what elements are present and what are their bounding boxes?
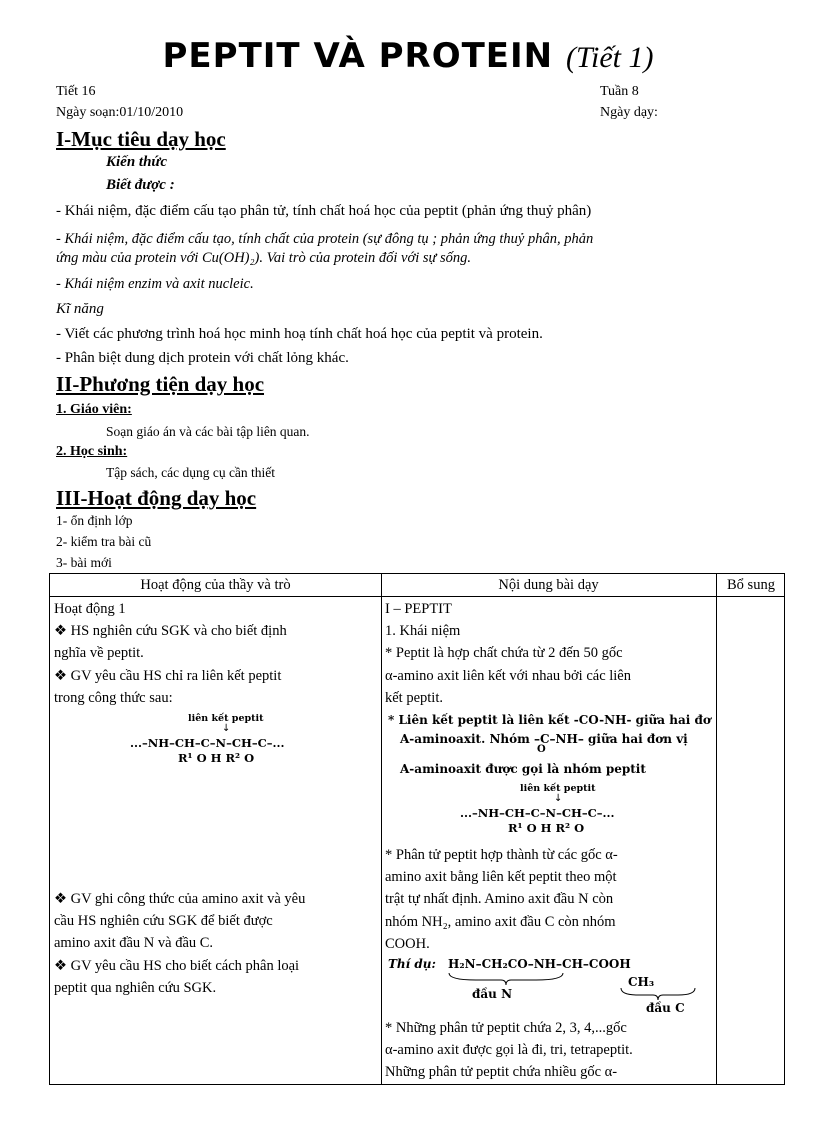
content-p1-l1: * Peptit là hợp chất chứa từ 2 đến 50 gốc <box>385 645 623 662</box>
mid-formula-chain: ...–NH–CH–C–N–CH–C–... <box>460 806 615 820</box>
lesson-number: Tiết 16 <box>56 84 96 99</box>
teacher-label: 1. Giáo viên: <box>56 402 132 417</box>
left-formula-subs: R¹ O H R² O <box>178 751 255 765</box>
section2-heading <box>56 372 264 397</box>
header-content: Nội dung bài dạy <box>498 577 599 593</box>
mid-formula-arrow-icon: ↓ <box>554 793 563 804</box>
activity-cell <box>54 598 378 709</box>
section2-heading-text: II-Phương tiện dạy học <box>56 372 265 396</box>
mid-formula-subs: R¹ O H R² O <box>508 821 585 835</box>
activity-b3-l3: amino axit đầu N và đầu C. <box>54 935 214 952</box>
activity-title: Hoạt động 1 <box>54 601 126 617</box>
activity-b4-l1: ❖ GV yêu cầu HS cho biết cách phân loại <box>54 957 300 974</box>
example-n-end: đầu N <box>472 987 513 1001</box>
know-label: Biết được : <box>106 177 175 193</box>
section3-heading: III-Hoạt động dạy học <box>56 486 257 510</box>
section1-heading: I-Mục tiêu dạy học <box>56 127 226 151</box>
student-label: 2. Học sinh: <box>56 444 128 459</box>
brace-c-icon <box>618 986 698 1002</box>
objective-line-4: - Khái niệm enzim và axit nucleic. <box>56 276 254 292</box>
example-c-end: đầu C <box>646 1001 685 1015</box>
content-cell-2 <box>385 844 713 955</box>
content-cell <box>385 598 713 709</box>
content-concept: 1. Khái niệm <box>385 623 461 640</box>
content-p2-l4: nhóm NH₂, amino axit đầu C còn nhóm <box>385 913 616 930</box>
content-p2-l3: trật tự nhất định. Amino axit đầu N còn <box>385 891 614 908</box>
skill-line-2: - Phân biệt dung dịch protein với chất lỏng khác. <box>56 350 349 366</box>
example-formula: H₂N–CH₂CO–NH–CH–COOH <box>448 957 631 971</box>
activity-b3-l2: cầu HS nghiên cứu SGK để biết được <box>54 913 273 930</box>
step-1: 1- ổn định lớp <box>56 513 133 528</box>
title-main: PEPTIT VÀ PROTEIN <box>162 36 554 76</box>
activity-b1-l2: nghĩa về peptit. <box>54 645 144 662</box>
prep-date: Ngày soạn:01/10/2010 <box>56 105 184 120</box>
example-ch3: CH₃ <box>628 975 655 989</box>
skill-line-1: - Viết các phương trình hoá học minh hoạ tính chất hoá học của peptit và protein. <box>56 326 543 342</box>
example-label: Thí dụ: <box>388 957 436 971</box>
left-formula-label: liên kết peptit <box>188 713 264 724</box>
objective-line-1: - Khái niệm, đặc điểm cấu tạo phân tử, tính chất hoá học của peptit (phản ứng thuỷ phân) <box>56 203 592 219</box>
content-cell-3 <box>385 1017 713 1084</box>
content-p1-l2: α-amino axit liên kết với nhau bởi các liên <box>385 667 631 684</box>
knowledge-label: Kiến thức <box>106 154 168 170</box>
header-extra: Bổ sung <box>727 577 775 593</box>
content-p3-l3: Những phân tử peptit chứa nhiều gốc α- <box>385 1064 618 1081</box>
activity-b4-l2: peptit qua nghiên cứu SGK. <box>54 979 217 996</box>
header-activity: Hoạt động của thầy và trò <box>140 577 291 593</box>
teacher-text: Soạn giáo án và các bài tập liên quan. <box>106 424 310 439</box>
teach-date: Ngày dạy: <box>600 105 658 120</box>
header-divider <box>50 596 784 597</box>
content-bold-line-2: Α-aminoaxit. Nhóm –C–NH– giữa hai đơn vị <box>400 732 688 746</box>
content-section: I – PEPTIT <box>385 601 452 617</box>
week-number: Tuần 8 <box>600 84 639 99</box>
objective-line-3: ứng màu của protein với Cu(OH)₂). Vai trò của protein đối với sự sống. <box>56 250 472 266</box>
content-p1-l3: kết peptit. <box>385 689 443 706</box>
content-bold-line-3: Α-aminoaxit được gọi là nhóm peptit <box>400 762 646 776</box>
column-divider-2 <box>716 574 717 1084</box>
activity-b2-l2: trong công thức sau: <box>54 689 173 706</box>
student-text: Tập sách, các dụng cụ cần thiết <box>106 465 276 480</box>
page-title <box>0 36 816 76</box>
content-bold-line-2b: O <box>537 744 546 755</box>
content-p2-l2: amino axit bằng liên kết peptit theo một <box>385 869 617 886</box>
lesson-table <box>49 573 785 1085</box>
activity-cell-2 <box>54 888 378 999</box>
step-3: 3- bài mới <box>56 555 112 570</box>
content-p2-l1: * Phân tử peptit hợp thành từ các gốc α- <box>385 847 618 863</box>
activity-b2-l1: ❖ GV yêu cầu HS chỉ ra liên kết peptit <box>54 667 282 684</box>
content-p3-l2: α-amino axit được gọi là đi, tri, tetrapeptit. <box>385 1042 633 1059</box>
left-formula-arrow-icon: ↓ <box>222 723 231 734</box>
objective-line-2: - Khái niệm, đặc điểm cấu tạo, tính chất của protein (sự đông tụ ; phản ứng thuỷ phân, phản <box>56 231 594 247</box>
mid-formula-label: liên kết peptit <box>520 783 596 794</box>
title-sub: (Tiết 1) <box>565 41 654 74</box>
skills-label: Kĩ năng <box>56 301 104 317</box>
left-formula-chain: ...–NH–CH–C–N–CH–C–... <box>130 736 285 750</box>
column-divider-1 <box>381 574 382 1084</box>
activity-b3-l1: ❖ GV ghi công thức của amino axit và yêu <box>54 891 306 907</box>
activity-b1-l1: ❖ HS nghiên cứu SGK và cho biết định <box>54 623 287 640</box>
content-bold-line-1: * Liên kết peptit là liên kết -CO-NH- giữa hai đơ <box>388 713 711 727</box>
brace-n-icon <box>446 971 566 987</box>
step-2: 2- kiểm tra bài cũ <box>56 534 152 549</box>
content-p2-l5: COOH. <box>385 935 430 952</box>
content-p3-l1: * Những phân tử peptit chứa 2, 3, 4,...gốc <box>385 1020 627 1036</box>
